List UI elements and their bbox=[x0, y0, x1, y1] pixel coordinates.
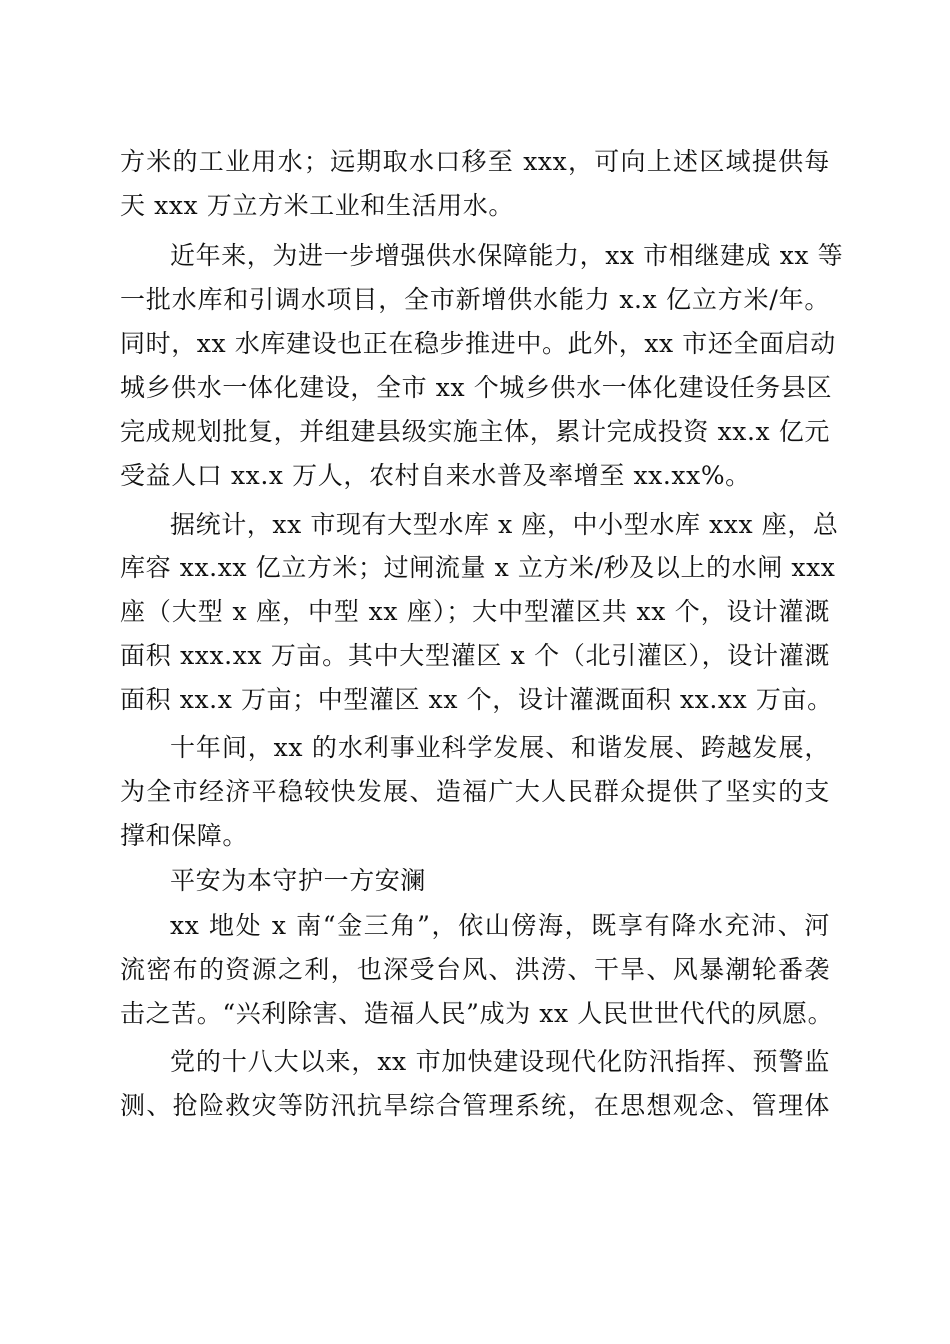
text-line: 面积 xxx.xx 万亩。其中大型灌区 x 个（北引灌区），设计灌溉 bbox=[120, 641, 830, 670]
text-line: 座（大型 x 座，中型 xx 座）；大中型灌区共 xx 个，设计灌溉 bbox=[120, 597, 830, 626]
text-line: 撑和保障。 bbox=[120, 821, 249, 850]
section-heading: 平安为本守护一方安澜 bbox=[170, 866, 427, 895]
text-line: 党的十八大以来，xx 市加快建设现代化防汛指挥、预警监 bbox=[170, 1047, 830, 1076]
text-line: 据统计，xx 市现有大型水库 x 座，中小型水库 xxx 座，总 bbox=[170, 510, 839, 539]
text-line: 天 xxx 万立方米工业和生活用水。 bbox=[120, 191, 514, 220]
text-line: 十年间，xx 的水利事业科学发展、和谐发展、跨越发展， bbox=[170, 733, 830, 762]
text-line: 一批水库和引调水项目，全市新增供水能力 x.x 亿立方米/年。 bbox=[120, 285, 830, 314]
text-line: 测、抢险救灾等防汛抗旱综合管理系统，在思想观念、管理体 bbox=[120, 1091, 830, 1120]
text-line: 为全市经济平稳较快发展、造福广大人民群众提供了坚实的支 bbox=[120, 777, 830, 806]
text-line: 库容 xx.xx 亿立方米；过闸流量 x 立方米/秒及以上的水闸 xxx bbox=[120, 553, 836, 582]
text-line: 面积 xx.x 万亩；中型灌区 xx 个，设计灌溉面积 xx.xx 万亩。 bbox=[120, 685, 833, 714]
text-line: 受益人口 xx.x 万人，农村自来水普及率增至 xx.xx%。 bbox=[120, 461, 751, 490]
text-line: 方米的工业用水；远期取水口移至 xxx，可向上述区域提供每 bbox=[120, 147, 830, 176]
text-line: 同时，xx 水库建设也正在稳步推进中。此外，xx 市还全面启动 bbox=[120, 329, 836, 358]
text-line: 击之苦。“兴利除害、造福人民”成为 xx 人民世世代代的夙愿。 bbox=[120, 999, 834, 1028]
text-line: xx 地处 x 南“金三角”，依山傍海，既享有降水充沛、河 bbox=[170, 911, 830, 940]
text-line: 近年来，为进一步增强供水保障能力，xx 市相继建成 xx 等 bbox=[170, 241, 844, 270]
text-line: 城乡供水一体化建设，全市 xx 个城乡供水一体化建设任务县区 bbox=[120, 373, 833, 402]
text-line: 流密布的资源之利，也深受台风、洪涝、干旱、风暴潮轮番袭 bbox=[120, 955, 830, 984]
text-line: 完成规划批复，并组建县级实施主体，累计完成投资 xx.x 亿元 bbox=[120, 417, 830, 446]
